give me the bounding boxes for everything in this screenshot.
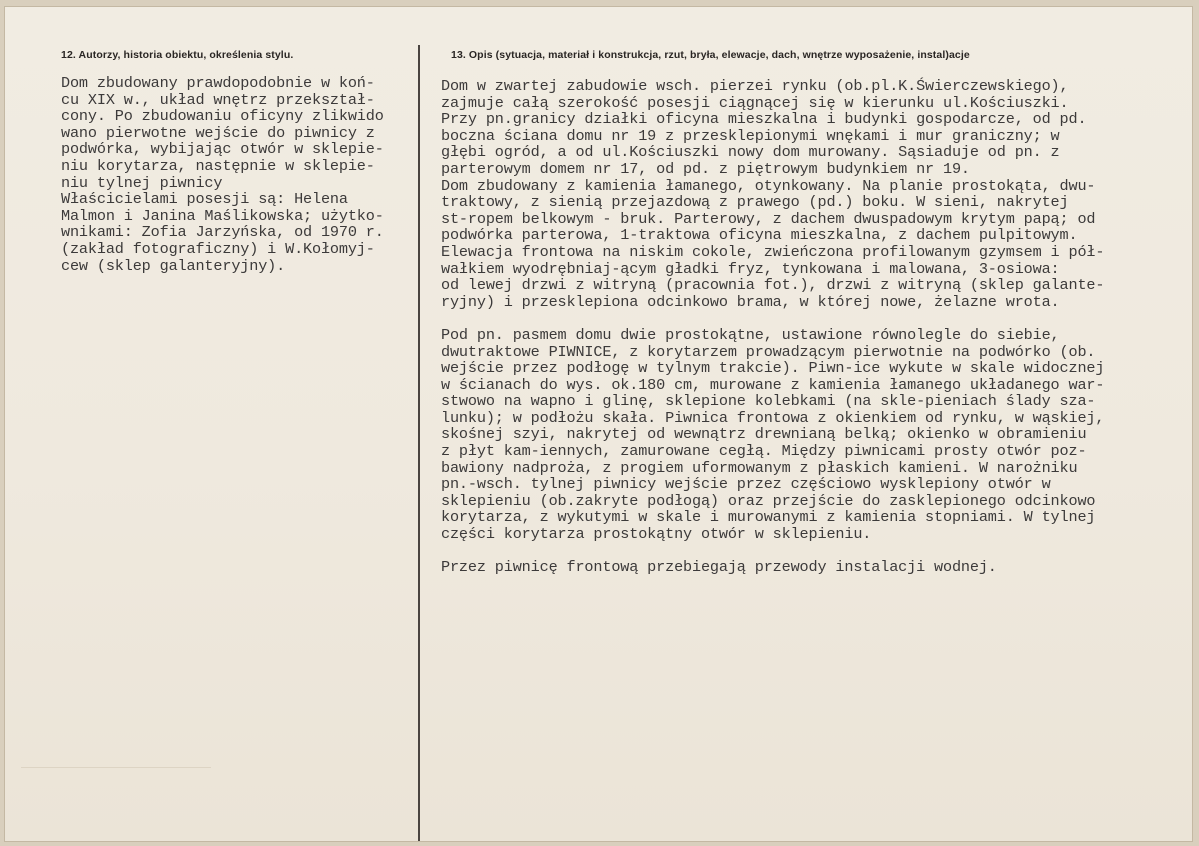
description-text-line: parterowym domem nr 17, od pd. z piętrowym budynkiem nr 19. (441, 159, 970, 178)
description-text-line: st-ropem belkowym - bruk. Parterowy, z dachem dwuspadowym krytym papą; od (441, 209, 1096, 228)
description-text-line: od lewej drzwi z witryną (pracownia fot.), drzwi z witryną (sklep galante- (441, 276, 1105, 295)
history-text-line: Właścicielami posesji są: Helena (61, 190, 348, 209)
description-text-line: Pod pn. pasmem domu dwie prostokątne, ustawione równolegle do siebie, (441, 325, 1060, 344)
description-text-line: boczna ściana domu nr 19 z przesklepionymi wnękami i mur graniczny; w (441, 126, 1060, 145)
history-text-block (61, 75, 384, 274)
description-text-line: lunku); w podłożu skała. Piwnica frontowa z okienkiem od rynku, w wąskiej, (441, 408, 1105, 427)
description-text-line (441, 543, 1104, 560)
history-text-line: niu tylnej piwnicy (61, 173, 223, 192)
description-text-line: z płyt kam-iennych, zamurowane cegłą. Między piwnicami prosty otwór poz- (441, 442, 1087, 461)
history-text-line: cu XIX w., układ wnętrz przekształ- (61, 90, 375, 109)
faint-reverse-print-box (21, 767, 211, 838)
record-card (4, 6, 1193, 842)
history-text-line: (zakład fotograficzny) i W.Kołomyj- (61, 239, 375, 258)
history-text-line: Dom zbudowany prawdopodobnie w koń- (61, 74, 375, 92)
description-text-line: skośnej szyi, nakrytej od wewnątrz drewnianą belką; okienko w obramieniu (441, 425, 1087, 444)
description-text-line: korytarza, z wykutymi w skale i murowanymi z kamienia stopniami. W tylnej (441, 508, 1096, 527)
history-text-line: podwórka, wybijając otwór w sklepie- (61, 140, 384, 159)
history-text-line: wnikami: Zofia Jarzyńska, od 1970 r. (61, 223, 384, 242)
description-text-line: Dom w zwartej zabudowie wsch. pierzei rynku (ob.pl.K.Świerczewskiego), (441, 77, 1069, 95)
description-text-line (441, 310, 1104, 327)
description-text-line: zajmuje całą szerokość posesji ciągnącej się w kierunku ul.Kościuszki. (441, 93, 1069, 112)
description-text-line: podwórka parterowa, 1-traktowa oficyna mieszkalna, z dachem pulpitowym. (441, 226, 1078, 245)
description-text-line: sklepieniu (ob.zakryte podłogą) oraz przejście do zasklepionego odcinkowo (441, 491, 1096, 510)
section-13-heading: 13. Opis (sytuacja, materiał i konstrukcja, rzut, bryła, elewacje, dach, wnętrze wyposażenie, instal)acje (451, 49, 970, 61)
section-12-heading: 12. Autorzy, historia obiektu, określenia stylu. (61, 49, 294, 61)
description-text-line: Przy pn.granicy działki oficyna mieszkalna i budynki gospodarcze, od pd. (441, 110, 1087, 129)
history-text-line: cony. Po zbudowaniu oficyny zlikwido (61, 107, 384, 126)
description-text-block (441, 78, 1104, 576)
history-text-line: niu korytarza, następnie w sklepie- (61, 156, 375, 175)
history-text-line: wano pierwotne wejście do piwnicy z (61, 123, 375, 142)
description-text-line: traktowy, z sienią przejazdową z prawego (pd.) boku. W sieni, nakrytej (441, 193, 1069, 212)
description-text-line: części korytarza prostokątny otwór w sklepieniu. (441, 525, 872, 544)
description-text-line: Elewacja frontowa na niskim cokole, zwieńczona profilowanym gzymsem i pół- (441, 242, 1105, 261)
description-text-line: Przez piwnicę frontową przebiegają przewody instalacji wodnej. (441, 558, 997, 577)
description-text-line: w ścianach do wys. ok.180 cm, murowane z kamienia łamanego układanego war- (441, 375, 1105, 394)
description-text-line: wałkiem wyodrębniaj-ącym gładki fryz, tynkowana i malowana, 3-osiowa: (441, 259, 1060, 278)
history-text-line: cew (sklep galanteryjny). (61, 256, 286, 275)
description-text-line: głębi ogród, a od ul.Kościuszki nowy dom murowany. Sąsiaduje od pn. z (441, 143, 1060, 162)
column-divider (418, 45, 420, 841)
description-text-line: wejście przez podłogę w tylnym trakcie). Piwn-ice wykute w skale widocznej (441, 359, 1105, 378)
description-text-line: pn.-wsch. tylnej piwnicy wejście przez częściowo wysklepiony otwór w (441, 475, 1051, 494)
description-text-line: ryjny) i przesklepiona odcinkowo brama, w której nowe, żelazne wrota. (441, 292, 1060, 311)
history-text-line: Malmon i Janina Maślikowska; użytko- (61, 206, 384, 225)
description-text-line: Dom zbudowany z kamienia łamanego, otynkowany. Na planie prostokąta, dwu- (441, 176, 1096, 195)
description-text-line: bawiony nadproża, z progiem uformowanym z płaskich kamieni. W narożniku (441, 458, 1078, 477)
description-text-line: stwowo na wapno i glinę, sklepione kolebkami (na skle-pieniach ślady sza- (441, 392, 1096, 411)
description-text-line: dwutraktowe PIWNICE, z korytarzem prowadzącym pierwotnie na podwórko (ob. (441, 342, 1096, 361)
